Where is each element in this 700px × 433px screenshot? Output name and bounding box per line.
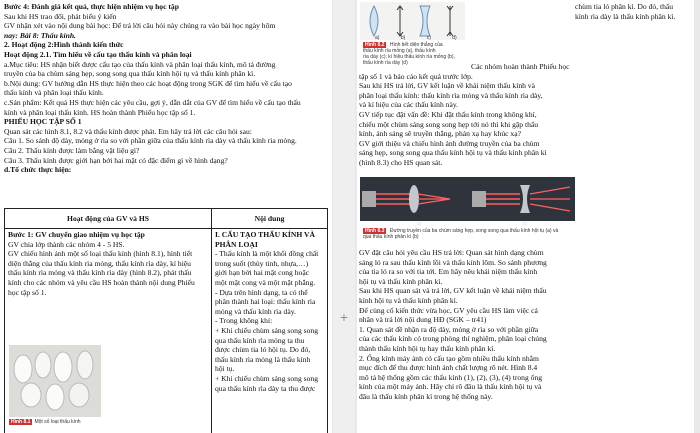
text-line: của các thấu kính có trong phòng thí nghiệm, phân loại chúng bbox=[359, 334, 547, 344]
text-line: thấu kính và phân loại thấu kính. bbox=[4, 88, 104, 98]
table-line: GV chiếu hình ảnh một số loại thấu kính (hình 8.1), hình tiết bbox=[8, 249, 193, 259]
right-column-text bbox=[575, 2, 691, 21]
fig82-label-d: d) bbox=[452, 35, 457, 41]
figure-caption-8-2: thấu kính rìa mỏng (a), thấu kính bbox=[363, 48, 436, 54]
table-line: được chùm tia ló hội tụ. Do đó, bbox=[215, 345, 311, 355]
figure-caption-8-2: thấu kính rìa dày (d) bbox=[363, 60, 408, 66]
text-line: GV đặt câu hỏi yêu cầu HS trả lời: Quan sát hình dạng chùm bbox=[359, 248, 544, 257]
text-line: kính và phân loại thấu kính. HS hoàn thành Phiếu học tập số 1. bbox=[4, 107, 196, 117]
figure-badge-8-1: Hình 8.1 bbox=[11, 419, 31, 425]
table-line: mỏng và thấu kính rìa dày. bbox=[215, 306, 296, 316]
table-cell-content bbox=[212, 229, 328, 433]
text-line: Các nhóm hoàn thành Phiếu học bbox=[471, 62, 570, 71]
text-line: tập số 1 và báo cáo kết quả trước lớp. bbox=[359, 71, 473, 81]
text-line: thành thấu kính hội tụ hay thấu kính phân kì. bbox=[359, 343, 496, 353]
table-line: + Khi chiếu chùm sáng song song bbox=[215, 373, 318, 383]
fig82-label-c: c) bbox=[426, 35, 431, 41]
lens-photo-figure bbox=[9, 345, 101, 417]
text-line: Quan sát các hình 8.1, 8.2 và thấu kính được phát. Em hãy trả lời các câu hỏi sau: bbox=[4, 126, 252, 136]
text-line: 2. Hoạt động 2:Hình thành kiến thức bbox=[4, 40, 124, 50]
text-line: PHIẾU HỌC TẬP SỐ 1 bbox=[4, 117, 82, 127]
text-line: kính rìa dày là thấu kính phân kì. bbox=[575, 11, 676, 21]
text-line: Bước 4: Đánh giá kết quả, thực hiện nhiệm vụ học tập bbox=[4, 2, 179, 11]
text-line: kính hội tụ và thấu kính phân kì. bbox=[359, 295, 458, 305]
text-line: nhân và trả lời nội dung HĐ (SGK – tr41) bbox=[359, 315, 487, 325]
table-line: qua thấu kính rìa mỏng ta thu bbox=[215, 335, 305, 345]
text-line: GV tiếp tục đặt vấn đề: Khi đặt thấu kính trong không khí, bbox=[359, 109, 537, 119]
text-line: sáng ló ra sau thấu kính lồi và thấu kính lõm. So sánh phương bbox=[359, 257, 547, 267]
figure-badge-8-3: Hình 8.3 bbox=[365, 228, 385, 234]
fig82-label-a: a) bbox=[375, 35, 380, 41]
table-cell-activity bbox=[5, 229, 212, 433]
text-line: sáng hẹp, song song qua thấu kính hội tụ và thấu kính phân kì bbox=[359, 148, 547, 158]
table-line: một mặt cong và một mặt phẳng. bbox=[215, 277, 316, 287]
left-top-text bbox=[4, 2, 330, 175]
activity-table bbox=[4, 208, 328, 433]
table-line: phân thành hai loại: thấu kính rìa bbox=[215, 297, 316, 307]
text-line: GV giới thiệu và chiếu hình ảnh đường truyền của ba chùm bbox=[359, 138, 540, 148]
table-line: I. CẤU TẠO THẤU KÍNH VÀ bbox=[215, 230, 316, 239]
text-line: nay: Bài 8: Thấu kính. bbox=[4, 30, 76, 40]
text-line: a.Mục tiêu: HS nhận biết được cấu tạo của thấu kính và phân loại thấu kính, mô tả đường bbox=[4, 59, 276, 69]
text-line: d.Tổ chức thực hiện: bbox=[4, 165, 72, 175]
table-line: GV chia lớp thành các nhóm 4 - 5 HS. bbox=[8, 239, 125, 249]
table-line: PHÂN LOẠI bbox=[215, 239, 258, 249]
document-page-right bbox=[357, 0, 694, 433]
figure-caption-8-1: Một số loại thấu kính bbox=[34, 419, 81, 425]
text-line: Để củng cố kiến thức vừa học, GV yêu cầu HS làm việc cá bbox=[359, 305, 538, 315]
text-line: kính, ánh sáng sẽ truyền thẳng, phản xạ hay khúc xạ? bbox=[359, 129, 521, 139]
figure-badge-8-2: Hình 8.2 bbox=[365, 42, 385, 48]
text-line: phân loại thấu kính: thấu kính rìa mỏng và thấu kính rìa dày, bbox=[359, 90, 543, 100]
text-line: và kí hiệu của các thấu kính này. bbox=[359, 100, 459, 110]
text-line: Sau khi HS trao đổi, phát biểu ý kiến bbox=[4, 11, 117, 21]
text-line: chiếu một chùm sáng song song hẹp tới nó thì khi gặp thấu bbox=[359, 119, 539, 129]
figure-caption-8-3: Đường truyền của ba chùm sáng hẹp, song song qua thấu kính hội tụ (a) và bbox=[389, 228, 559, 234]
text-line: kính của một máy ảnh. Hãy chỉ rõ đâu là thấu kính hội tụ và bbox=[359, 382, 542, 392]
table-line: - Dựa trên hình dạng, ta có thể bbox=[215, 287, 308, 297]
figure-caption-8-2: Hình tiết diện thẳng của bbox=[389, 42, 443, 48]
fig83-label-b: b) bbox=[522, 221, 528, 227]
light-ray-figure bbox=[360, 177, 575, 221]
text-line: 1. Quan sát đề nhận ra độ dày, mỏng ở rìa so với phần giữa bbox=[359, 324, 539, 334]
fig83-label-a: a) bbox=[417, 221, 422, 227]
page-divider bbox=[333, 0, 355, 433]
text-line: Sau khi HS trả lời, GV kết luận về khái niệm thấu kính và bbox=[359, 81, 535, 91]
table-line: trong suốt (thủy tinh, nhựa,…) bbox=[215, 258, 309, 268]
table-line: - Thấu kính là một khối đồng chất bbox=[215, 249, 319, 259]
text-line: Câu 1. So sánh độ dày, mỏng ở rìa so với phần giữa của thấu kính rìa dày và thấu kính rìa mỏng. bbox=[4, 136, 297, 146]
text-line: Câu 2. Thấu kính được làm bằng vật liệu gì? bbox=[4, 145, 140, 155]
table-line: kính cho các nhóm và yêu cầu HS hoàn thành nội dung Phiếu bbox=[8, 277, 195, 287]
table-line: - Trong không khí: bbox=[215, 316, 273, 326]
text-line: GV nhận xét vào nội dung bài học: Để trả lời câu hỏi này chúng ra vào bài học ngày hôm bbox=[4, 21, 276, 31]
right-main-text-1 bbox=[359, 62, 693, 168]
text-line: b.Nội dung: GV hướng dẫn HS thực hiện theo các hoạt động trong SGK để tìm hiểu về cấu tạo bbox=[4, 78, 292, 88]
figure-caption-8-3: qua thấu kính phân kì (b) bbox=[363, 234, 419, 240]
table-line: học tập số 1. bbox=[8, 287, 47, 297]
text-line: Câu 3. Thấu kính được giới hạn bởi hai mặt có đặc điểm gì về hình dạng? bbox=[4, 155, 228, 165]
text-line: (hình 8.3) cho HS quan sát. bbox=[359, 157, 443, 167]
document-page-left bbox=[0, 0, 332, 433]
lens-photo-graphic bbox=[9, 345, 101, 417]
table-line: + Khi chiếu chùm sáng song song bbox=[215, 325, 318, 335]
text-line: hội tụ và thấu kính phân kì. bbox=[359, 276, 443, 286]
text-line: đâu là thấu kính phân kì trong hệ thống này. bbox=[359, 391, 493, 401]
text-line: mục đích để thu được hình ảnh chất lượng rõ nét. Hình 8.4 bbox=[359, 363, 538, 373]
text-line: truyền của ba chùm sáng hẹp, song song qua thấu kính hội tụ và thấu kính phân kì. bbox=[4, 69, 256, 79]
table-line: diện thẳng của thấu kính rìa mỏng, thấu kính rìa dày, kí hiệu bbox=[8, 258, 191, 268]
add-page-icon[interactable]: + bbox=[339, 311, 349, 324]
table-line: giới hạn bởi hai mặt cong hoặc bbox=[215, 268, 310, 278]
table-header-activity: Hoạt động của GV và HS bbox=[5, 209, 212, 229]
table-line: Bước 1: GV chuyển giao nhiệm vụ học tập bbox=[8, 230, 145, 239]
table-line: thấu kính rìa mỏng là thấu kính bbox=[215, 354, 311, 364]
text-line: của tia ló ra so với tia tới. Em hãy nêu khái niệm thấu kính bbox=[359, 267, 538, 277]
right-main-text-2 bbox=[359, 248, 693, 402]
light-ray-graphic bbox=[360, 177, 575, 221]
text-line: mô tả hệ thống gồm các thấu kính (1), (2), (3), (4) trong ống bbox=[359, 372, 543, 382]
table-header-content: Nội dung bbox=[212, 209, 328, 229]
text-line: 2. Ống kính máy ảnh có cấu tạo gồm nhiều thấu kính nhằm bbox=[359, 353, 539, 363]
table-line: hội tụ. bbox=[215, 364, 235, 374]
text-line: Sau khi HS quan sát và trả lời, GV kết luận về khái niệm thấu bbox=[359, 286, 547, 296]
fig82-label-b: b) bbox=[400, 35, 406, 41]
figure-caption-8-2: rìa dày (c); kí hiệu thấu kính rìa mỏng (b), bbox=[363, 54, 455, 60]
table-line: thấu kính rìa mỏng và thấu kính rìa dày (hình 8.2), phát thấu bbox=[8, 268, 192, 278]
text-line: c.Sản phẩm: Kết quả HS thực hiện các yêu cầu, gợi ý, dẫn dắt của GV để tìm hiểu về cấu tạo thấu bbox=[4, 97, 301, 107]
text-line: Hoạt động 2.1. Tìm hiểu về cấu tạo thấu kính và phân loại bbox=[4, 49, 192, 59]
table-line: qua thấu kính rìa dày ta thu được bbox=[215, 383, 316, 393]
text-line: chùm tia ló phân kì. Do đó, thấu bbox=[575, 2, 674, 11]
